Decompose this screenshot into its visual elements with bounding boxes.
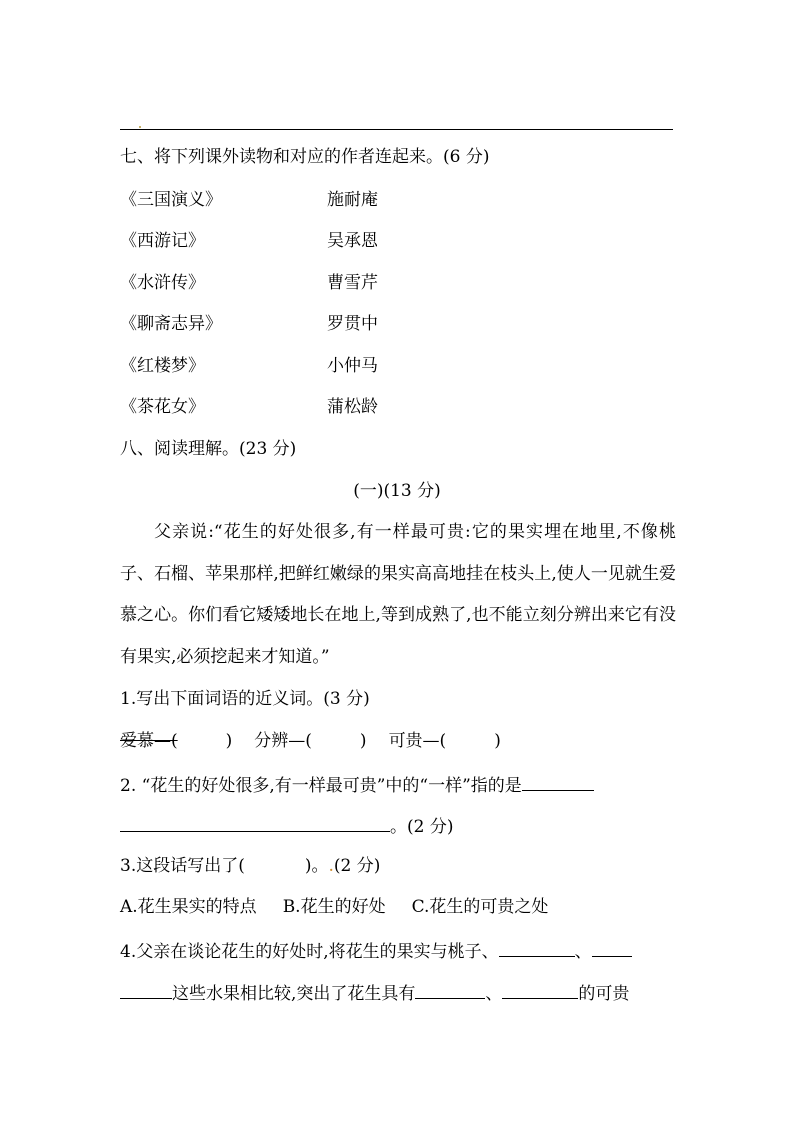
q4-sep2: 、 [485,984,503,1004]
q2-line2 [120,813,453,838]
author-6: 蒲松龄 [327,397,378,417]
reading-passage: 父亲说:“花生的好处很多,有一样最可贵:它的果实埋在地里,不像桃子、石榴、苹果那样,把鲜红嫩绿的果实高高地挂在枝头上,使人一见就生爱慕之心。你们看它矮矮地长在地上,等到成熟了,也不能立刻分辨出来它有没有果实,必须挖起来才知道。” [120,522,676,667]
author-4: 罗贯中 [327,314,378,334]
part-title: (一)(13 分) [353,481,441,501]
book-2: 《西游记》 [120,231,205,251]
q4-blank-2b[interactable] [120,980,172,999]
book-4: 《聊斋志异》 [120,314,222,334]
q4-blank-2a[interactable] [592,938,632,957]
speck [139,126,141,128]
q1-words [120,730,501,752]
q2-blank-2[interactable] [120,813,390,832]
q4-blank-1[interactable] [499,938,575,957]
author-5: 小仲马 [327,356,378,376]
q2-line1 [120,772,594,797]
book-1: 《三国演义》 [120,190,222,210]
q4-text-a: 4.父亲在谈论花生的好处时,将花生的果实与桃子、 [120,942,499,962]
q3-line [120,855,380,877]
q4-text-c: 的可贵 [578,984,630,1004]
q3-text-a: 3.这段话写出了( [120,856,245,876]
q2-blank-1[interactable] [522,772,594,791]
q4-line2 [120,980,629,1005]
q1-word1-end: ) [225,731,233,751]
q4-blank-4[interactable] [502,980,578,999]
orange-dot: . [328,856,334,876]
book-6: 《茶花女》 [120,397,205,417]
q4-text-b: 这些水果相比较,突出了花生具有 [172,984,416,1004]
author-3: 曹雪芹 [327,273,378,293]
q3-options [120,896,548,918]
q3-option-a[interactable]: A.花生果实的特点 [120,897,257,917]
author-2: 吴承恩 [327,231,378,251]
header-rule [120,129,673,130]
q3-option-b[interactable]: B.花生的好处 [282,897,386,917]
q3-option-c[interactable]: C.花生的可贵之处 [411,897,549,917]
q4-sep: 、 [574,942,592,962]
q1-word1: 爱慕—( [120,731,178,751]
author-1: 施耐庵 [327,190,378,210]
q1-word3: 可贵—( [388,731,447,751]
q3-text-b: )。 [304,856,329,876]
q2-text: 2. “花生的好处很多,有一样最可贵”中的“一样”指的是 [120,776,522,796]
section7-title: 七、将下列课外读物和对应的作者连起来。(6 分) [120,147,490,167]
section8-title: 八、阅读理解。(23 分) [120,439,297,459]
q3-score: (2 分) [333,856,381,876]
q1-word2-end: ) [359,731,367,751]
book-5: 《红楼梦》 [120,356,205,376]
q1-word2: 分辨—( [254,731,312,751]
q1-text: 1.写出下面词语的近义词。(3 分) [120,689,370,709]
q4-blank-3[interactable] [415,980,485,999]
book-3: 《水浒传》 [120,273,205,293]
q4-line1 [120,938,632,963]
q2-end: 。(2 分) [390,817,454,837]
q1-word3-end: ) [494,731,501,751]
